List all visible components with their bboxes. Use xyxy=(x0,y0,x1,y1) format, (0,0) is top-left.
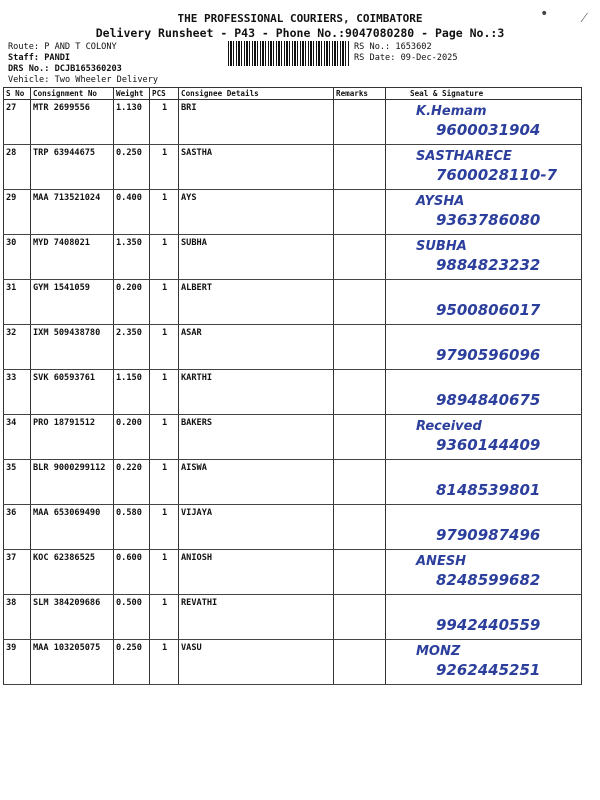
rs-no-label: RS No.: xyxy=(354,42,391,52)
handwritten-signature xyxy=(380,322,580,366)
table-row xyxy=(4,235,582,280)
row-remarks xyxy=(334,370,386,415)
document-subtitle: Delivery Runsheet - P43 - Phone No.:9047080280 - Page No.:3 xyxy=(95,26,505,40)
row-sno: 31 xyxy=(4,280,31,325)
drs-label: DRS No.: xyxy=(8,64,50,74)
drs-value: DCJB16536020З xyxy=(54,64,122,74)
signature-phone: 8148539801 xyxy=(436,481,541,499)
table-row xyxy=(4,505,582,550)
runsheet-table xyxy=(3,87,582,685)
row-weight: 1.350 xyxy=(114,235,150,280)
signature-phone: 9894840675 xyxy=(436,391,541,409)
row-remarks xyxy=(334,235,386,280)
row-consignment-no: KOC 62386525 xyxy=(31,550,114,595)
row-sno: 34 xyxy=(4,415,31,460)
signature-phone: 7600028110-7 xyxy=(436,166,558,184)
signature-phone: 9262445251 xyxy=(436,661,541,679)
row-signature-cell xyxy=(386,595,582,640)
row-weight: 0.500 xyxy=(114,595,150,640)
row-pcs: 1 xyxy=(150,460,179,505)
table-row xyxy=(4,100,582,145)
vehicle-value: Two Wheeler Delivery xyxy=(54,75,159,85)
signature-phone: 9360144409 xyxy=(436,436,541,454)
signature-phone: 9790596096 xyxy=(436,346,541,364)
row-signature-cell xyxy=(386,235,582,280)
row-consignment-no: SLM 384209686 xyxy=(31,595,114,640)
row-signature-cell xyxy=(386,640,582,685)
row-remarks xyxy=(334,595,386,640)
row-sno: 29 xyxy=(4,190,31,235)
col-sno: S No xyxy=(4,88,31,100)
row-consignment-no: IXM 509438780 xyxy=(31,325,114,370)
table-row xyxy=(4,370,582,415)
staff-line xyxy=(8,53,70,63)
row-pcs: 1 xyxy=(150,595,179,640)
scan-mark: ⁄ xyxy=(583,10,586,26)
route-label: Route: xyxy=(8,42,40,52)
staff-label: Staff: xyxy=(8,53,40,63)
table-row xyxy=(4,550,582,595)
col-weight: Weight xyxy=(114,88,150,100)
handwritten-signature xyxy=(380,187,580,231)
table-row xyxy=(4,145,582,190)
row-signature-cell xyxy=(386,100,582,145)
row-sno: 33 xyxy=(4,370,31,415)
row-signature-cell xyxy=(386,550,582,595)
row-pcs: 1 xyxy=(150,640,179,685)
row-pcs: 1 xyxy=(150,415,179,460)
barcode xyxy=(228,41,350,66)
rs-no-value: 1653602 xyxy=(395,42,432,52)
table-row xyxy=(4,190,582,235)
row-consignee: AISWA xyxy=(179,460,334,505)
col-remarks: Remarks xyxy=(334,88,386,100)
rs-date-label: RS Date: xyxy=(354,53,396,63)
row-weight: 1.130 xyxy=(114,100,150,145)
row-consignment-no: GYM 1541059 xyxy=(31,280,114,325)
vehicle-label: Vehicle: xyxy=(8,75,50,85)
row-remarks xyxy=(334,415,386,460)
table-row xyxy=(4,325,582,370)
row-sno: 27 xyxy=(4,100,31,145)
row-weight: 2.350 xyxy=(114,325,150,370)
row-consignee: VIJAYA xyxy=(179,505,334,550)
row-consignment-no: BLR 9000299112 xyxy=(31,460,114,505)
row-consignee: BRI xyxy=(179,100,334,145)
row-consignee: VASU xyxy=(179,640,334,685)
signature-name: Received xyxy=(416,419,482,434)
row-pcs: 1 xyxy=(150,325,179,370)
handwritten-signature xyxy=(380,97,580,141)
signature-name: SASTHARECE xyxy=(416,149,512,164)
row-consignment-no: MTR 2699556 xyxy=(31,100,114,145)
handwritten-signature xyxy=(380,232,580,276)
row-pcs: 1 xyxy=(150,235,179,280)
signature-phone: 9600031904 xyxy=(436,121,541,139)
handwritten-signature xyxy=(380,412,580,456)
row-pcs: 1 xyxy=(150,280,179,325)
col-consignment: Consignment No xyxy=(31,88,114,100)
col-consignee: Consignee Details xyxy=(179,88,334,100)
signature-phone: 9884823232 xyxy=(436,256,541,274)
row-weight: 0.250 xyxy=(114,145,150,190)
signature-phone: 9942440559 xyxy=(436,616,541,634)
row-weight: 0.250 xyxy=(114,640,150,685)
table-row xyxy=(4,595,582,640)
rs-no-line xyxy=(354,42,432,52)
table-row xyxy=(4,415,582,460)
row-signature-cell xyxy=(386,415,582,460)
signature-phone: 8248599682 xyxy=(436,571,541,589)
row-remarks xyxy=(334,640,386,685)
row-remarks xyxy=(334,280,386,325)
row-weight: 1.150 xyxy=(114,370,150,415)
row-consignee: AYS xyxy=(179,190,334,235)
row-consignee: REVATHI xyxy=(179,595,334,640)
row-weight: 0.220 xyxy=(114,460,150,505)
row-consignment-no: MAA 653069490 xyxy=(31,505,114,550)
table-row xyxy=(4,460,582,505)
row-sno: 37 xyxy=(4,550,31,595)
row-pcs: 1 xyxy=(150,550,179,595)
row-sno: 28 xyxy=(4,145,31,190)
col-pcs: PCS xyxy=(150,88,179,100)
row-consignee: ANIOSH xyxy=(179,550,334,595)
row-consignment-no: MYD 7408021 xyxy=(31,235,114,280)
row-remarks xyxy=(334,325,386,370)
col-seal: Seal & Signature xyxy=(386,88,582,100)
signature-phone: 9790987496 xyxy=(436,526,541,544)
row-weight: 0.200 xyxy=(114,280,150,325)
signature-name: ANESH xyxy=(416,554,467,569)
row-signature-cell xyxy=(386,370,582,415)
handwritten-signature xyxy=(380,547,580,591)
row-sno: 38 xyxy=(4,595,31,640)
row-sno: 39 xyxy=(4,640,31,685)
handwritten-signature xyxy=(380,457,580,501)
row-consignment-no: TRP 63944675 xyxy=(31,145,114,190)
row-sno: 32 xyxy=(4,325,31,370)
row-consignee: BAKERS xyxy=(179,415,334,460)
signature-name: SUBHA xyxy=(416,239,467,254)
drs-line xyxy=(8,64,122,74)
signature-name: K.Hemam xyxy=(416,104,487,119)
row-consignment-no: MAA 103205075 xyxy=(31,640,114,685)
vehicle-line xyxy=(8,75,158,85)
row-signature-cell xyxy=(386,145,582,190)
row-remarks xyxy=(334,460,386,505)
row-remarks xyxy=(334,145,386,190)
row-pcs: 1 xyxy=(150,505,179,550)
row-pcs: 1 xyxy=(150,190,179,235)
row-consignment-no: MAA 713521024 xyxy=(31,190,114,235)
scan-mark: • xyxy=(540,6,549,22)
handwritten-signature xyxy=(380,142,580,186)
row-consignment-no: PRO 18791512 xyxy=(31,415,114,460)
row-remarks xyxy=(334,190,386,235)
document-title: THE PROFESSIONAL COURIERS, COIMBATORE xyxy=(177,12,423,25)
row-weight: 0.400 xyxy=(114,190,150,235)
row-signature-cell xyxy=(386,190,582,235)
row-remarks xyxy=(334,550,386,595)
handwritten-signature xyxy=(380,592,580,636)
row-consignee: SUBHA xyxy=(179,235,334,280)
rs-date-line xyxy=(354,53,458,63)
handwritten-signature xyxy=(380,502,580,546)
row-consignment-no: SVK 60593761 xyxy=(31,370,114,415)
row-weight: 0.580 xyxy=(114,505,150,550)
row-weight: 0.200 xyxy=(114,415,150,460)
row-sno: 36 xyxy=(4,505,31,550)
staff-value: PANDI xyxy=(44,53,71,63)
signature-name: AYSHA xyxy=(416,194,465,209)
row-sno: 35 xyxy=(4,460,31,505)
row-signature-cell xyxy=(386,460,582,505)
route-value: P AND T COLONY xyxy=(44,42,117,52)
row-pcs: 1 xyxy=(150,370,179,415)
row-pcs: 1 xyxy=(150,145,179,190)
route-line xyxy=(8,42,117,52)
row-signature-cell xyxy=(386,505,582,550)
handwritten-signature xyxy=(380,277,580,321)
row-consignee: ASAR xyxy=(179,325,334,370)
rs-date-value: 09-Dec-2025 xyxy=(400,53,458,63)
table-row xyxy=(4,640,582,685)
handwritten-signature xyxy=(380,367,580,411)
row-remarks xyxy=(334,505,386,550)
row-consignee: SASTHA xyxy=(179,145,334,190)
row-signature-cell xyxy=(386,280,582,325)
row-weight: 0.600 xyxy=(114,550,150,595)
row-signature-cell xyxy=(386,325,582,370)
table-row xyxy=(4,280,582,325)
row-pcs: 1 xyxy=(150,100,179,145)
handwritten-signature xyxy=(380,637,580,681)
row-sno: 30 xyxy=(4,235,31,280)
signature-phone: 9500806017 xyxy=(436,301,541,319)
signature-phone: 9363786080 xyxy=(436,211,541,229)
row-consignee: ALBERT xyxy=(179,280,334,325)
row-consignee: KARTHI xyxy=(179,370,334,415)
signature-name: MONZ xyxy=(416,644,461,659)
row-remarks xyxy=(334,100,386,145)
